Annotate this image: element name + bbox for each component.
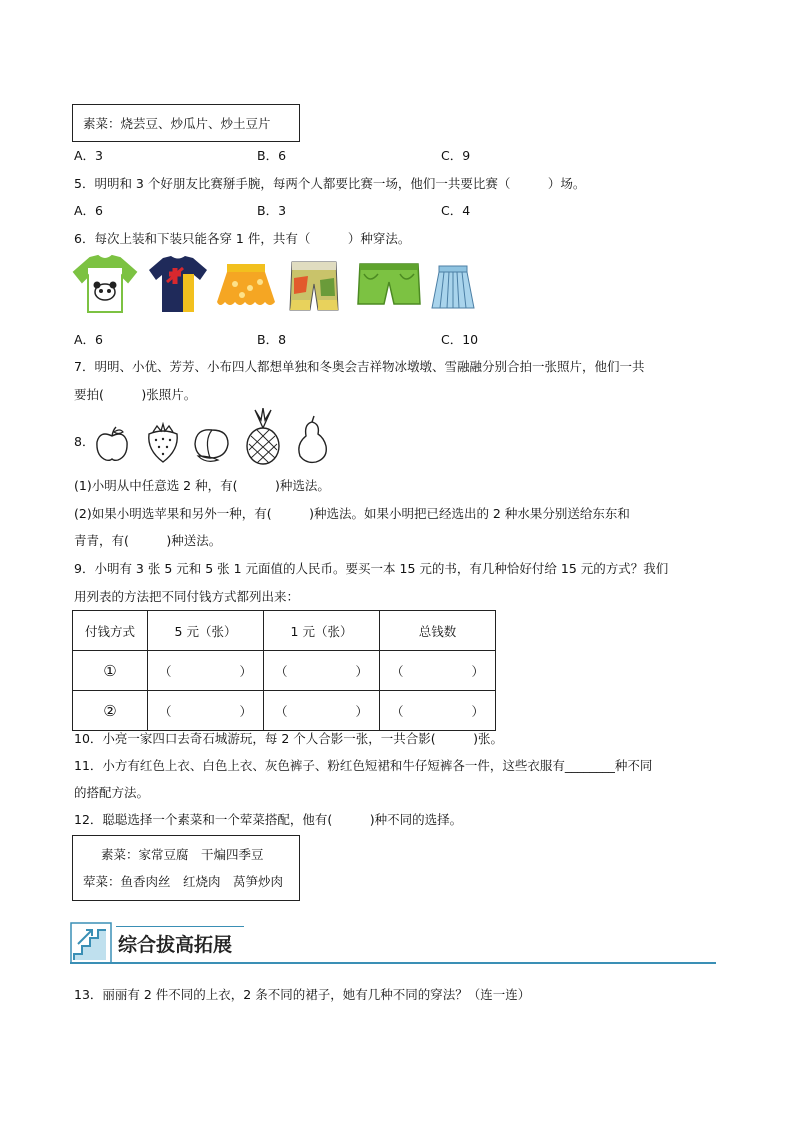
question-8-part-2-line-2: 青青，有( )种送法。: [74, 533, 222, 548]
table-header-cell: 1 元（张）: [264, 611, 380, 651]
question-9-line-2: 用列表的方法把不同付钱方式都列出来：: [74, 589, 300, 604]
question-7-line-2: 要拍( )张照片。: [74, 387, 197, 402]
table-header-cell: 付钱方式: [73, 611, 148, 651]
question-6: 6．每次上装和下装只能各穿 1 件，共有（ ）种穿法。: [74, 231, 411, 246]
q5-option-c: C．4: [441, 203, 471, 218]
peach-icon: [190, 424, 234, 464]
pineapple-icon: [243, 408, 283, 466]
q4-option-c: C．9: [441, 148, 471, 163]
answer-blank[interactable]: [264, 691, 380, 731]
question-12: 12．聪聪选择一个素菜和一个荤菜搭配，他有( )种不同的选择。: [74, 812, 463, 827]
bracket-open: （: [391, 703, 404, 719]
bracket-open: （: [159, 663, 172, 679]
dish-box: [72, 835, 300, 901]
table-header-cell: 5 元（张）: [148, 611, 264, 651]
question-8-number: 8．: [74, 434, 95, 449]
question-9-line-1: 9．小明有 3 张 5 元和 5 张 1 元面值的人民币。要买一本 15 元的书，有几种恰好付给 15 元的方式？我们: [74, 561, 669, 576]
green-shorts-icon: [356, 262, 422, 310]
question-7-line-1: 7．明明、小优、芳芳、小布四人都想单独和冬奥会吉祥物冰墩墩、雪融融分别合拍一张照片，他们一共: [74, 359, 645, 374]
question-5: 5．明明和 3 个好朋友比赛掰手腕，每两个人都要比赛一场，他们一共要比赛（ ）场。: [74, 176, 586, 191]
table-header-row: [73, 611, 496, 651]
bracket-close: ）: [355, 663, 368, 679]
vegetable-box-text: 素菜：烧芸豆、炒瓜片、炒土豆片: [83, 116, 271, 131]
blue-pleated-skirt-icon: [430, 264, 476, 310]
panda-tshirt-icon: [72, 254, 138, 316]
question-8-part-1: (1)小明从中任意选 2 种，有( )种选法。: [74, 478, 330, 493]
patterned-shorts-icon: [288, 258, 340, 314]
payment-table: [72, 610, 496, 731]
orange-skirt-icon: [215, 262, 277, 310]
strawberry-icon: [145, 422, 181, 464]
q4-option-b: B．6: [257, 148, 287, 163]
bracket-close: ）: [355, 703, 368, 719]
bracket-close: ）: [239, 703, 252, 719]
q5-option-b: B．3: [257, 203, 287, 218]
table-header-cell: 总钱数: [380, 611, 496, 651]
navy-tshirt-icon: [147, 254, 209, 316]
bracket-close: ）: [471, 703, 484, 719]
q6-option-b: B．8: [257, 332, 287, 347]
question-8-part-2-line-1: (2)如果小明选苹果和另外一种，有( )种选法。如果小明把已经选出的 2 种水果分别送给东东和: [74, 506, 630, 521]
section-title-topline: [116, 926, 244, 927]
apple-icon: [92, 424, 132, 464]
table-row-label: ②: [73, 691, 148, 731]
question-10: 10．小亮一家四口去奇石城游玩，每 2 个人合影一张，一共合影( )张。: [74, 731, 504, 746]
table-row: [73, 651, 496, 691]
vegetable-dishes: 素菜：家常豆腐 干煸四季豆: [101, 847, 264, 862]
answer-blank[interactable]: [380, 651, 496, 691]
section-divider: [70, 962, 716, 964]
question-13: 13．丽丽有 2 件不同的上衣，2 条不同的裙子，她有几种不同的穿法？（连一连）: [74, 987, 531, 1002]
bracket-close: ）: [239, 663, 252, 679]
bracket-close: ）: [471, 663, 484, 679]
meat-dishes: 荤菜：鱼香肉丝 红烧肉 莴笋炒肉: [83, 874, 284, 889]
question-11-line-2: 的搭配方法。: [74, 785, 150, 800]
answer-blank[interactable]: [264, 651, 380, 691]
bracket-open: （: [391, 663, 404, 679]
table-row-label: ①: [73, 651, 148, 691]
answer-blank[interactable]: [380, 691, 496, 731]
pear-icon: [292, 414, 332, 464]
bracket-open: （: [275, 663, 288, 679]
table-row: [73, 691, 496, 731]
vegetable-box: [72, 104, 300, 142]
q4-option-a: A．3: [74, 148, 104, 163]
question-11-line-1: 11．小方有红色上衣、白色上衣、灰色裤子、粉红色短裙和牛仔短裤各一件，这些衣服有________种不同: [74, 758, 653, 773]
q6-option-a: A．6: [74, 332, 104, 347]
answer-blank[interactable]: [148, 651, 264, 691]
section-title: 综合拔高拓展: [118, 934, 233, 956]
q6-option-c: C．10: [441, 332, 479, 347]
answer-blank[interactable]: [148, 691, 264, 731]
q5-option-a: A．6: [74, 203, 104, 218]
bracket-open: （: [159, 703, 172, 719]
bracket-open: （: [275, 703, 288, 719]
